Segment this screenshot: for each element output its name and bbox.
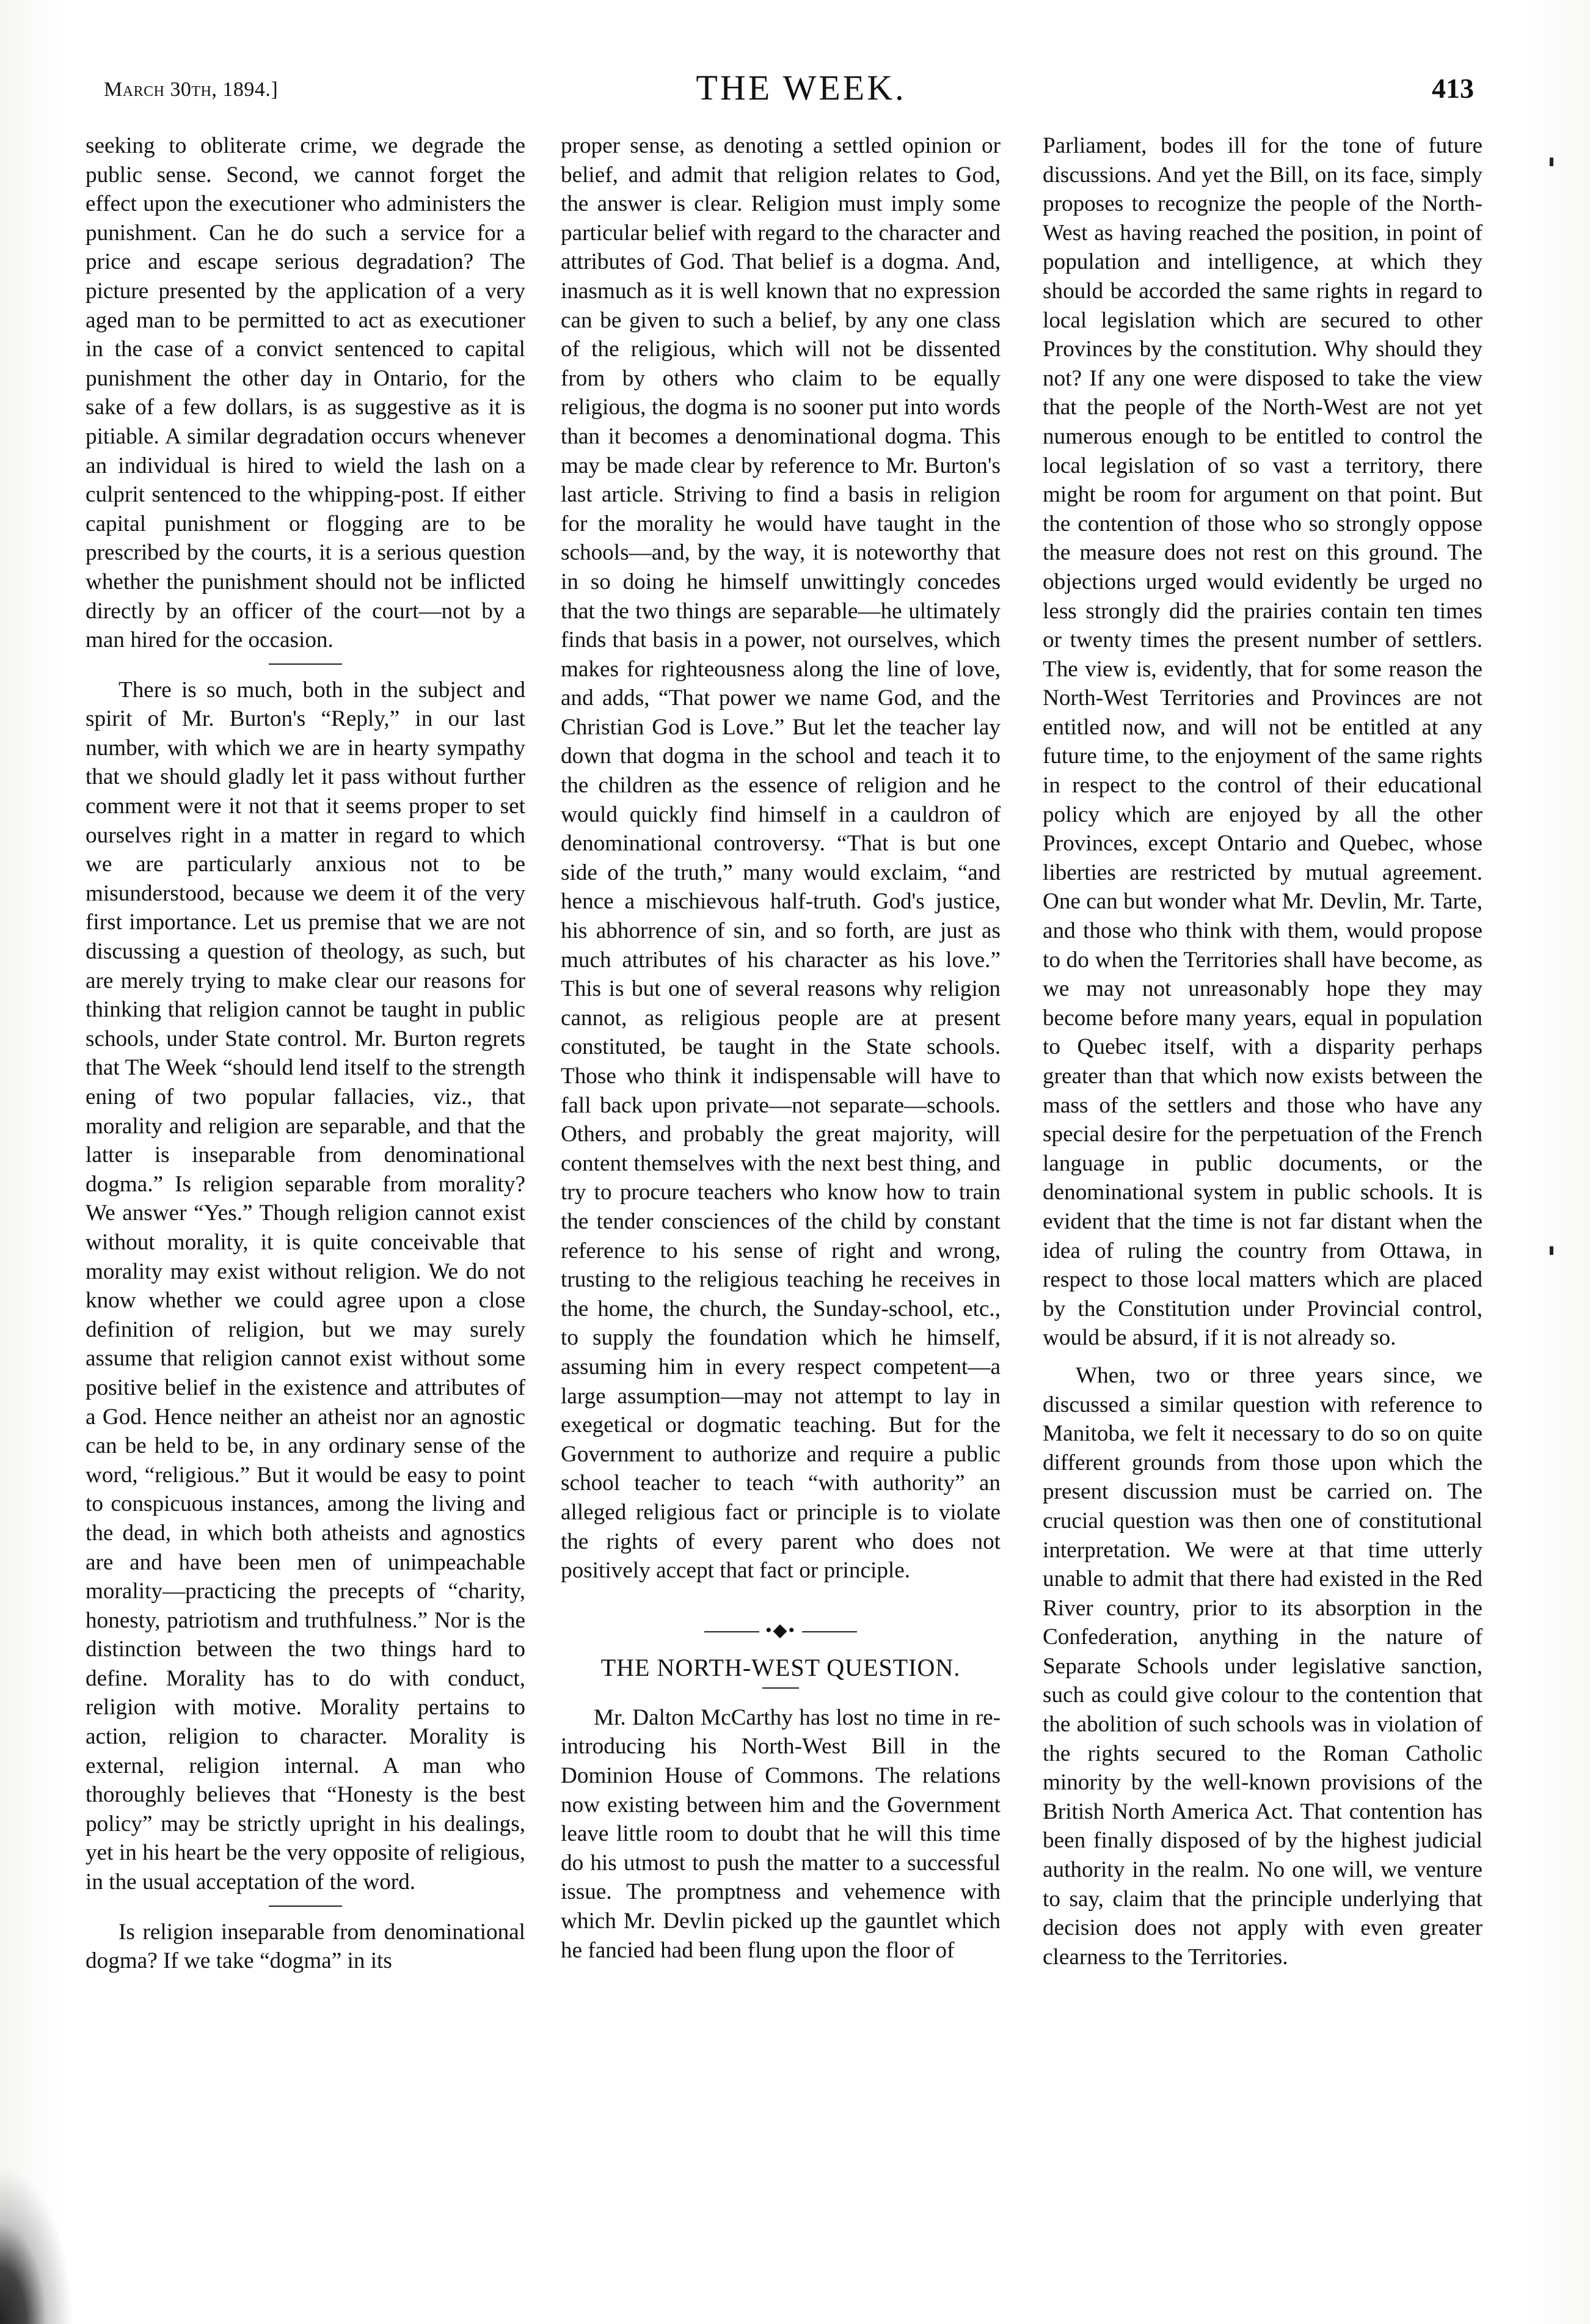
page-edge-shadow [0, 2165, 73, 2324]
paragraph-divider [269, 1906, 342, 1907]
page-number: 413 [1432, 73, 1474, 104]
margin-mark [1550, 1246, 1553, 1255]
paragraph-burton-reply: There is so much, both in the subject and spirit of Mr. Burton's “Reply,” in our last number, with which we are in hearty sympathy that we should gladly let it pass without further comment were it not that it seems proper to set ourselves right in a matter in regard to which we are particularly anxious not to be misunderstood, because we deem it of the very first importance. Let us premise that we are not discussing a question of theology, as such, but are merely trying to make clear our reasons for thinking that religion cannot be taught in public schools, under State control. Mr. Burton regrets that The Week “should lend itself to the strength ening of two popular fallacies, viz., that morality and religion are separable, and that the latter is inseparable from denominational dogma.” Is religion separable from morality? We answer “Yes.” Though religion cannot exist without morality, it is quite conceivable that morality may exist without religion. We do not know whether we could agree upon a close definition of religion, but we may surely assume that religion cannot exist without some positive belief in the existence and attributes of a God. Hence neither an atheist nor an agnostic can be held to be, in any ordinary sense of the word, “religious.” But it would be easy to point to conspicuous instances, among the living and the dead, in which both atheists and agnostics are and have been men of unimpeachable morality—practicing the precepts of “charity, honesty, patriotism and truthfulness.” Nor is the distinction between the two things hard to define. Morality has to do with conduct, religion with motive. Morality pertains to action, religion to character. Morality is external, religion internal. A man who thoroughly believes that “Honesty is the best policy” may be strictly upright in his dealings, yet in his heart be the very opposite of religious, in the usual acceptation of the word. [86, 677, 525, 1895]
paragraph-capital-punishment: seeking to obliterate crime, we degrade the public sense. Second, we cannot forget the effect upon the executioner who administers the punishment. Can he do such a service for a price and escape serious degradation? The picture presented by the application of a very aged man to be permitted to act as executioner in the case of a convict sentenced to capital punishment the other day in Ontario, for the sake of a few dollars, is as suggestive as it is pitiable. A similar degradation occurs whenever an individual is hired to wield the lash on a culprit sentenced to the whipping-post. If either capital punishment or flogging are to be prescribed by the courts, it is a serious question whether the punishment should not be inflicted directly by an officer of the court—not by a man hired for the occasion. [86, 133, 525, 653]
paragraph-religion-dogma: proper sense, as denoting a settled opinion or belief, and admit that religion relates to God, the answer is clear. Religion must imply some particular belief with regard to the character and attributes of God. That belief is a dogma. And, inasmuch as it is well known that no expression can be given to such a belief, by any one class of the religious, which will not be dissented from by others who claim to be equally religious, the dogma is no sooner put into words than it becomes a denominational dogma. This may be made clear by reference to Mr. Burton's last article. Striving to find a basis in religion for the morality he would have taught in the schools—and, by the way, it is noteworthy that in so doing he himself unwittingly concedes that the two things are separable—he ultimately finds that basis in a power, not ourselves, which makes for righteousness along the line of love, and adds, “That power we name God, and the Christian God is Love.” But let the teacher lay down that dogma in the school and teach it to the children as the essence of religion and he would quickly find himself in a cauldron of denominational controversy. “That is but one side of the truth,” many would exclaim, “and hence a mischievous half-truth. God's justice, his abhorrence of sin, and so forth, are just as much attributes of his character as his love.” This is but one of several reasons why religion cannot, as religious people are at present constituted, be taught in the State schools. Those who think it indispensable will have to fall back upon private—not separate—schools. Others, and probably the great majority, will content themselves with the next best thing, and try to procure teachers who know how to train the tender consciences of the child by constant reference to his sense of right and wrong, trusting to the religious teaching he receives in the home, the church, the Sunday-school, etc., to supply the foundation which he himself, assuming him in every respect competent—a large assumption—may not attempt to lay in exegetical or dogmatic teaching. But for the Government to authorize and require a public school teacher to teach “with authority” an alleged religious fact or principle is to violate the rights of every parent who does not positively accept that fact or principle. [561, 133, 1001, 1584]
column-2 [561, 131, 1001, 1965]
paragraph-spacer [1043, 1353, 1482, 1361]
section-ornament [561, 1616, 1001, 1645]
ornament-line-left [704, 1631, 759, 1632]
section-heading: THE NORTH-WEST QUESTION. [600, 1654, 961, 1682]
paragraph-divider [269, 663, 342, 665]
ornament-glyph: •◆• [765, 1620, 797, 1640]
column-1 [86, 131, 525, 1976]
column-3 [1043, 131, 1482, 1971]
paragraph-dogma-question: Is religion inseparable from denominational dogma? If we take “dogma” in its [86, 1919, 525, 1974]
paragraph-mccarthy-bill: Mr. Dalton McCarthy has lost no time in re-introducing his North-West Bill in the Dominion House of Commons. The relations now existing between him and the Government leave little room to doubt that he will this time do his utmost to push the matter to a successful issue. The promptness and vehemence with which Mr. Devlin picked up the gauntlet which he fancied had been flung upon the floor of [561, 1705, 1001, 1963]
paragraph-manitoba-question: When, two or three years since, we discussed a similar question with reference to Manitoba, we felt it necessary to do so on quite different grounds from those upon which the present discussion must be carried on. The crucial question was then one of constitutional interpretation. We were at that time utterly unable to admit that there had existed in the Red River country, prior to its absorption in the Confederation, anything in the nature of Separate Schools under legislative sanction, such as could give colour to the contention that the abolition of such schools was in violation of the rights secured to the Roman Catholic minority by the well-known provisions of the British North America Act. That contention has been finally disposed of by the highest judicial authority in the realm. No one will, we venture to say, claim that the principle underlying that decision does not apply with even greater clearness to the Territories. [1043, 1362, 1482, 1970]
paragraph-north-west-rights: Parliament, bodes ill for the tone of future discussions. And yet the Bill, on its face, simply proposes to recognize the people of the North-West as having reached the position, in point of population and intelligence, at which they should be accorded the same rights in regard to local legislation which are secured to other Provinces by the constitution. Why should they not? If any one were disposed to take the view that the people of the North-West are not yet numerous enough to be entitled to control the local legislation of so vast a territory, there might be room for argument on that point. But the contention of those who so strongly oppose the measure does not rest on this ground. The objections urged would evidently be urged no less strongly did the prairies contain ten times or twenty times the present number of settlers. The view is, evidently, that for some reason the North-West Territories and Provinces are not entitled now, and will not be entitled at any future time, to the enjoyment of the same rights in respect to the control of their educational policy which are enjoyed by all the other Provinces, except Ontario and Quebec, whose liberties are restricted by mutual agreement. One can but wonder what Mr. Devlin, Mr. Tarte, and those who think with them, would propose to do when the Territories shall have become, as we may not unreasonably hope they may become before many years, equal in population to Quebec itself, with a disparity perhaps greater than that which now exists between the mass of the settlers and those who have any special desire for the perpetuation of the French language in public documents, or the denominational system in public schools. It is evident that the time is not far distant when the idea of ruling the country from Ottawa, in respect to those local matters which are placed by the Constitution under Provincial control, would be absurd, if it is not already so. [1043, 133, 1482, 1351]
margin-mark [1550, 158, 1553, 166]
issue-date: March 30th, 1894.] [104, 78, 279, 101]
publication-title: THE WEEK. [696, 68, 906, 108]
heading-rule [762, 1687, 799, 1689]
page-header [104, 67, 1498, 108]
ornament-line-right [802, 1631, 857, 1632]
